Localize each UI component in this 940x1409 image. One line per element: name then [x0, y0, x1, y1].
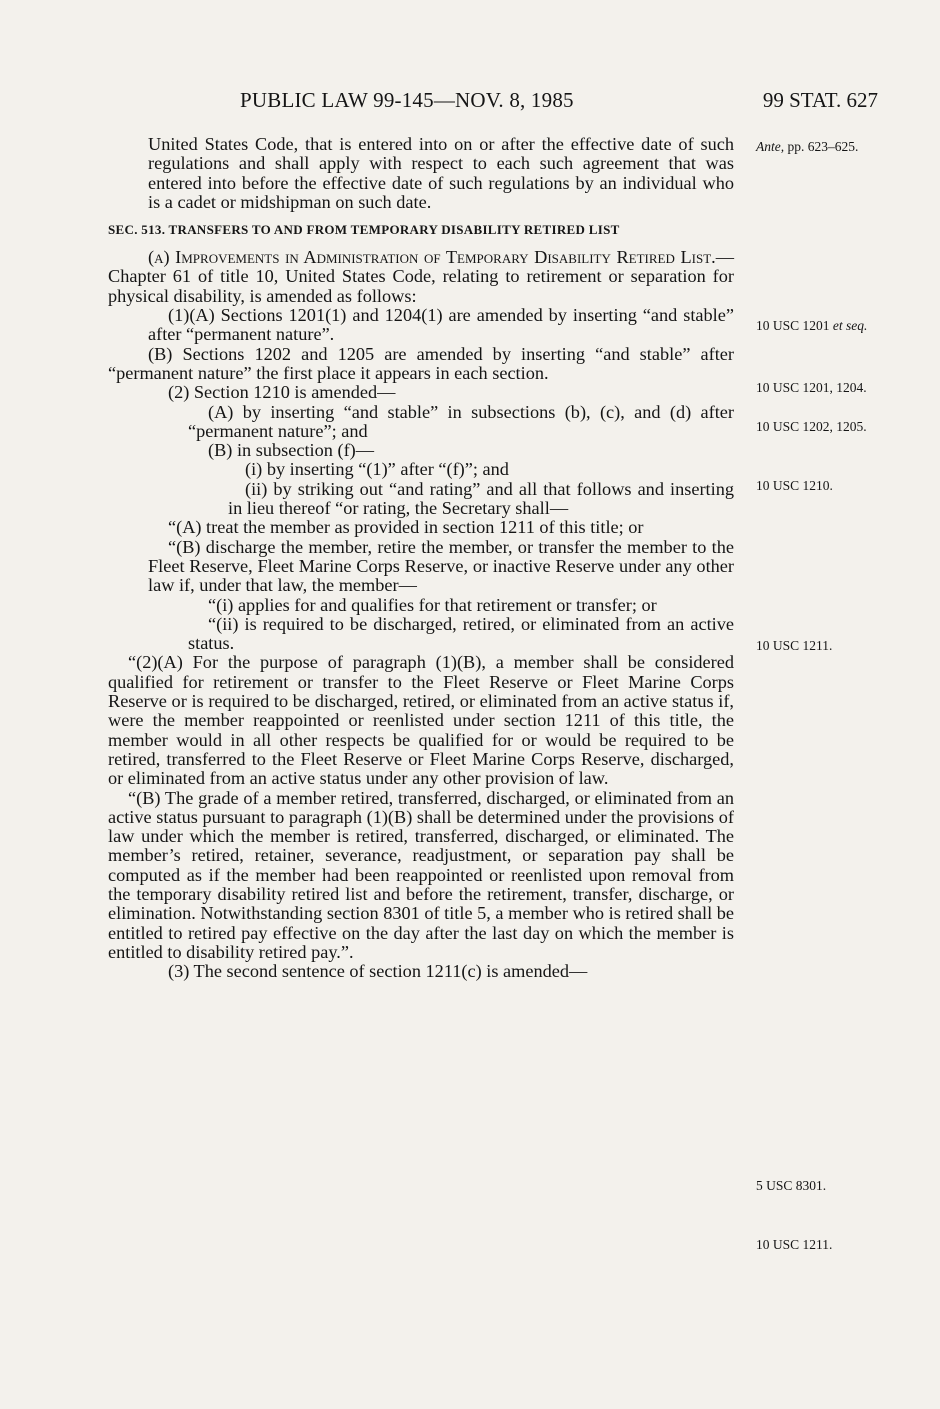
- margin-note-10usc1210: 10 USC 1210.: [756, 478, 833, 493]
- quoted-paragraph-2A: “(2)(A) For the purpose of paragraph (1)(B), a member shall be considered qualified for retirement or transfer to the Fleet Reserve or Fleet Marine Corps Reserve or is required to be discharged, retired, or eliminated from an active status if, were the member reappointed or reenlisted under section 1211 of this title, the member would in all other respects be qualified for or would be required to be retired, transferred to the Fleet Reserve or Fleet Marine Corps Reserve, discharged, or eliminated from an active status under any other provision of law.: [108, 652, 734, 789]
- margin-note-5usc8301: 5 USC 8301.: [756, 1178, 827, 1193]
- paragraph-2: (2) Section 1210 is amended—: [168, 382, 396, 403]
- main-text: [108, 135, 734, 981]
- statute-page-number: 99 STAT. 627: [762, 88, 878, 112]
- quoted-paragraph-2B: “(B) The grade of a member retired, transferred, discharged, or eliminated from an active status pursuant to paragraph (1)(B) shall be determined under the provisions of law under which the member is retired, transferred, discharged, or eliminated. The member’s retired, retainer, severance, readjustment, or separation pay shall be computed as if the member had been reappointed or reenlisted upon removal from the temporary disability retired list and before the retirement, transfer, discharge, or elimination. Notwithstanding section 8301 of title 5, a member who is retired shall be entitled to retired pay effective on the day after the last day on which the member is entitled to disability retired pay.”.: [108, 787, 735, 962]
- running-head-title: PUBLIC LAW 99-145—NOV. 8, 1985: [240, 88, 574, 112]
- paragraph-2A: (A) by inserting “and stable” in subsections (b), (c), and (d) after “permanent nature”; and: [188, 401, 734, 441]
- margin-note-10usc1211-second: 10 USC 1211.: [756, 1237, 833, 1252]
- quoted-clause-B: “(B) discharge the member, retire the member, or transfer the member to the Fleet Reserve, Fleet Marine Corps Reserve, or inactive Reserve under any other law if, under that law, the member—: [148, 536, 734, 596]
- paragraph-2B-ii: (ii) by striking out “and rating” and all that follows and inserting in lieu thereof “or rating, the Secretary shall—: [228, 478, 734, 519]
- paragraph-2B: (B) in subsection (f)—: [208, 440, 375, 461]
- margin-note-10usc1201-1204: 10 USC 1201, 1204.: [756, 380, 867, 395]
- subsection-a-text: —Chapter 61 of title 10, United States Code, relating to retirement or separation for physical disability, is amended as follows:: [108, 247, 734, 306]
- margin-note-ante: Ante, pp. 623–625.: [756, 139, 859, 154]
- margin-note-10usc1201-et-seq: 10 USC 1201 et seq.: [756, 318, 868, 333]
- section-heading: SEC. 513. TRANSFERS TO AND FROM TEMPORARY DISABILITY RETIRED LIST: [108, 222, 620, 238]
- paragraph-3: (3) The second sentence of section 1211(c) is amended—: [168, 961, 588, 982]
- margin-note-10usc1211: 10 USC 1211.: [756, 638, 833, 653]
- paragraph-1A: (1)(A) Sections 1201(1) and 1204(1) are amended by inserting “and stable” after “permanent nature”.: [148, 305, 734, 345]
- quoted-clause-B-ii: “(ii) is required to be discharged, retired, or eliminated from an active status.: [188, 613, 734, 654]
- subsection-a: [108, 248, 734, 306]
- subsection-a-heading: (a) Improvements in Administration of Temporary Disability Retired List.: [148, 247, 716, 268]
- quoted-clause-A: “(A) treat the member as provided in section 1211 of this title; or: [168, 517, 644, 538]
- paragraph-1B: (B) Sections 1202 and 1205 are amended by inserting “and stable” after “permanent nature” the first place it appears in each section.: [108, 343, 734, 383]
- margin-note-10usc1202-1205: 10 USC 1202, 1205.: [756, 419, 867, 434]
- page-header: [0, 88, 940, 118]
- quoted-clause-B-i: “(i) applies for and qualifies for that retirement or transfer; or: [208, 594, 657, 615]
- continued-paragraph: United States Code, that is entered into on or after the effective date of such regulations and shall apply with respect to each such agreement that was entered into before the effective date of such regulations by an individual who is a cadet or midshipman on such date.: [148, 134, 734, 212]
- paragraph-2B-i: (i) by inserting “(1)” after “(f)”; and: [245, 459, 509, 480]
